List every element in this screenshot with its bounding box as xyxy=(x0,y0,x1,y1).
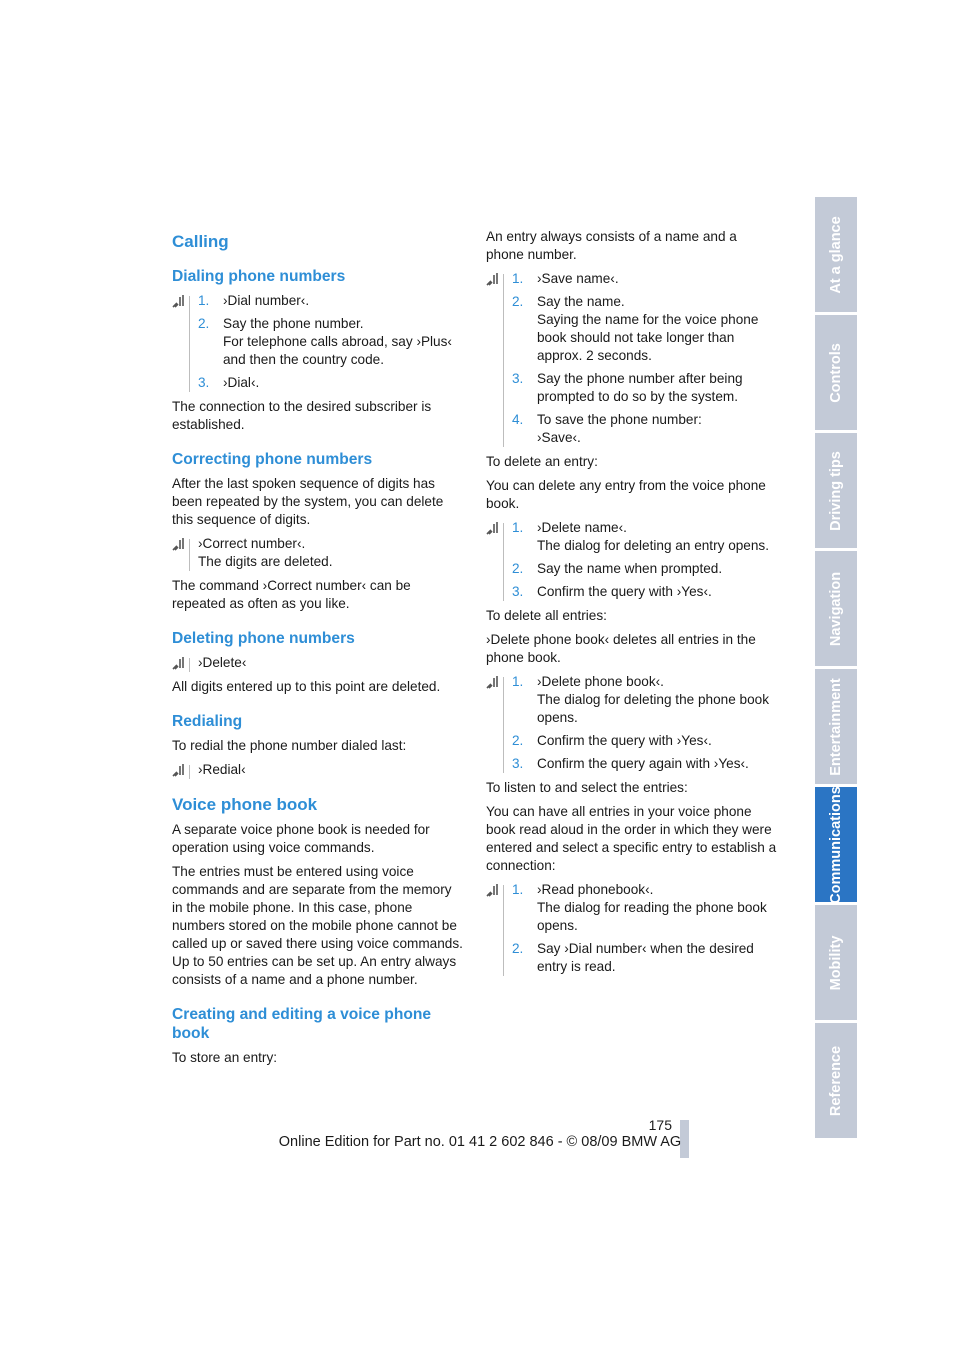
tab-label: Reference xyxy=(828,1045,844,1116)
step xyxy=(512,881,778,935)
voice-command-box-correct xyxy=(172,535,464,571)
step-number: 1. xyxy=(512,882,524,897)
paragraph: You can have all entries in your voice phone book read aloud in the order in which they were entered and select a specific entry to establish a connection: xyxy=(486,804,777,873)
paragraph: An entry always consists of a name and a phone number. xyxy=(486,229,737,262)
paragraph: After the last spoken sequence of digits has been repeated by the system, you can delete this sequence of digits. xyxy=(172,476,444,527)
page-number: 175 xyxy=(648,1117,672,1133)
tab-controls[interactable] xyxy=(815,315,857,433)
step-detail: The dialog for deleting the phone book opens. xyxy=(537,692,770,725)
voice-command-icon xyxy=(486,272,500,286)
tab-label: Controls xyxy=(828,342,844,403)
tab-entertainment[interactable] xyxy=(815,669,857,787)
paragraph: To redial the phone number dialed last: xyxy=(172,738,407,753)
step-number: 3. xyxy=(512,756,524,771)
step-number: 2. xyxy=(198,316,210,331)
voice-command-icon xyxy=(172,656,186,670)
step-text: To save the phone number: xyxy=(537,412,702,427)
step-number: 2. xyxy=(512,561,524,576)
step xyxy=(512,673,778,727)
tab-label: At a glance xyxy=(828,215,844,294)
voice-command-icon xyxy=(172,763,186,777)
step xyxy=(512,583,778,601)
step-text: ›Dial number‹. xyxy=(223,293,310,308)
step-detail: ›Save‹. xyxy=(537,430,581,445)
step-text: Say ›Dial number‹ when the desired entry is read. xyxy=(537,941,754,974)
paragraph: To delete an entry: xyxy=(486,454,598,469)
tab-driving-tips[interactable] xyxy=(815,433,857,551)
tab-label: Mobility xyxy=(828,935,844,990)
step-text: Say the name when prompted. xyxy=(537,561,723,576)
step-detail: Saying the name for the voice phone book should not take longer than approx. 2 seconds. xyxy=(537,312,759,363)
chapter-tabs xyxy=(815,197,857,1141)
step-text: Confirm the query with ›Yes‹. xyxy=(537,733,712,748)
step xyxy=(512,293,778,365)
step-number: 2. xyxy=(512,733,524,748)
step-detail: For telephone calls abroad, say ›Plus‹ and then the country code. xyxy=(223,334,452,367)
footer-edition: Online Edition for Part no. 01 41 2 602 846 - © 08/09 BMW AG xyxy=(278,1134,682,1150)
subheading-correcting: Correcting phone numbers xyxy=(172,451,373,468)
step-text: ›Delete phone book‹. xyxy=(537,674,664,689)
right-column xyxy=(486,228,778,982)
tab-mobility[interactable] xyxy=(815,905,857,1023)
voice-command-box-redial xyxy=(172,761,464,779)
step-text: ›Dial‹. xyxy=(223,375,260,390)
step-number: 2. xyxy=(512,294,524,309)
step xyxy=(512,940,778,976)
step-number: 1. xyxy=(512,674,524,689)
step xyxy=(512,411,778,447)
paragraph: The entries must be entered using voice commands and are separate from the memory in the mobile phone. In this case, phone numbers stored on the mobile phone cannot be called up or saved there using voice commands. Up to 50 entries can be set up. An entry always consists of a name and a phone number. xyxy=(172,864,463,987)
voice-command-icon xyxy=(172,294,186,308)
step-number: 1. xyxy=(198,293,210,308)
voice-command-box-listen xyxy=(486,881,778,976)
tab-communications[interactable] xyxy=(815,787,857,905)
step xyxy=(198,374,464,392)
voice-command-box-delete-entry xyxy=(486,519,778,601)
step-text: Say the name. xyxy=(537,294,625,309)
step-number: 1. xyxy=(512,271,524,286)
step-number: 2. xyxy=(512,941,524,956)
section-heading-calling: Calling xyxy=(172,232,229,251)
step-text: ›Delete name‹. xyxy=(537,520,627,535)
voice-command-box-delete-all xyxy=(486,673,778,773)
subheading-deleting: Deleting phone numbers xyxy=(172,630,355,647)
voice-command-icon xyxy=(486,883,500,897)
tab-navigation[interactable] xyxy=(815,551,857,669)
voice-command-icon xyxy=(486,675,500,689)
paragraph: All digits entered up to this point are deleted. xyxy=(172,679,441,694)
paragraph: The command ›Correct number‹ can be repeated as often as you like. xyxy=(172,578,411,611)
tab-label: Driving tips xyxy=(828,450,844,531)
voice-command-box-dialing xyxy=(172,292,464,392)
paragraph: ›Delete phone book‹ deletes all entries in the phone book. xyxy=(486,632,756,665)
tab-label: Entertainment xyxy=(828,677,844,776)
section-heading-voice-phone-book: Voice phone book xyxy=(172,795,318,814)
tab-label: Communications xyxy=(828,785,844,904)
command-text: ›Correct number‹. xyxy=(198,536,306,551)
step-detail: The dialog for reading the phone book opens. xyxy=(537,900,767,933)
step-text: Confirm the query with ›Yes‹. xyxy=(537,584,712,599)
tab-label: Navigation xyxy=(828,571,844,646)
step xyxy=(198,315,464,369)
subheading-creating: Creating and editing a voice phone book xyxy=(172,1006,432,1042)
command-text: ›Redial‹ xyxy=(198,762,246,777)
step-detail: The dialog for deleting an entry opens. xyxy=(537,538,770,553)
step xyxy=(512,732,778,750)
tab-at-a-glance[interactable] xyxy=(815,197,857,315)
step-number: 3. xyxy=(512,371,524,386)
left-column xyxy=(172,228,464,1073)
step xyxy=(512,519,778,555)
step-text: ›Save name‹. xyxy=(537,271,619,286)
step-number: 3. xyxy=(198,375,210,390)
voice-command-icon xyxy=(172,537,186,551)
step xyxy=(512,755,778,773)
paragraph: A separate voice phone book is needed for operation using voice commands. xyxy=(172,822,430,855)
command-text: ›Delete‹ xyxy=(198,655,247,670)
step-text: Say the phone number after being prompted to do so by the system. xyxy=(537,371,743,404)
voice-command-icon xyxy=(486,521,500,535)
step-number: 4. xyxy=(512,412,524,427)
paragraph: The connection to the desired subscriber is established. xyxy=(172,399,432,432)
step-number: 1. xyxy=(512,520,524,535)
step xyxy=(198,292,464,310)
subheading-dialing: Dialing phone numbers xyxy=(172,268,346,285)
step xyxy=(512,370,778,406)
paragraph: To listen to and select the entries: xyxy=(486,780,688,795)
subheading-redialing: Redialing xyxy=(172,713,243,730)
paragraph: You can delete any entry from the voice phone book. xyxy=(486,478,766,511)
step-text: Say the phone number. xyxy=(223,316,364,331)
paragraph: To delete all entries: xyxy=(486,608,607,623)
step xyxy=(512,270,778,288)
step-text: Confirm the query again with ›Yes‹. xyxy=(537,756,749,771)
command-detail: The digits are deleted. xyxy=(198,554,333,569)
step-number: 3. xyxy=(512,584,524,599)
step xyxy=(512,560,778,578)
voice-command-box-delete xyxy=(172,654,464,672)
step-text: ›Read phonebook‹. xyxy=(537,882,654,897)
voice-command-box-store xyxy=(486,270,778,447)
paragraph: To store an entry: xyxy=(172,1050,278,1065)
tab-reference[interactable] xyxy=(815,1023,857,1141)
